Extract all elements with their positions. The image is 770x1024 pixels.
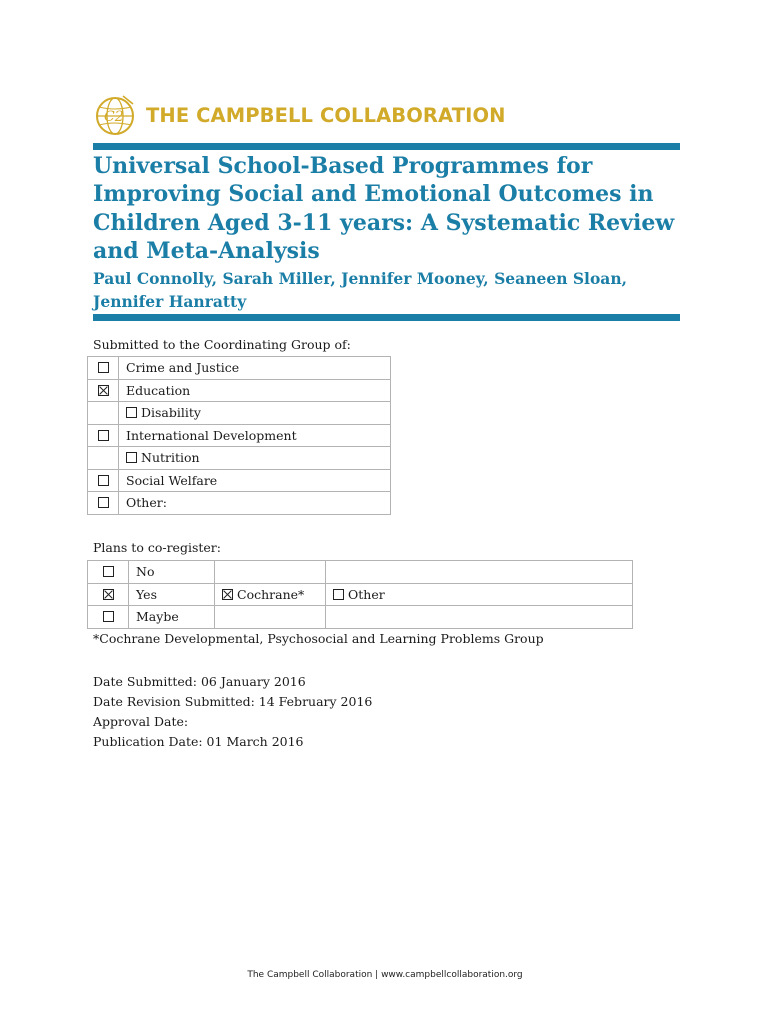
option-label: Nutrition: [141, 450, 200, 466]
option-label: International Development: [119, 424, 391, 447]
option-label: Education: [119, 379, 391, 402]
option-label: Social Welfare: [119, 469, 391, 492]
checkbox-cell: [88, 561, 129, 584]
coordinating-group-table: [87, 356, 391, 515]
coregister-table: [87, 560, 633, 629]
checkbox-cell: [88, 583, 129, 606]
option-label: No: [129, 561, 215, 584]
checkbox-cell: [88, 379, 119, 402]
checkbox-cell: [88, 357, 119, 380]
table-row: [88, 606, 633, 629]
date-revision-submitted: Date Revision Submitted: 14 February 2016: [93, 694, 373, 709]
option-label: Other: [348, 586, 385, 602]
option-label: Other:: [119, 492, 391, 515]
cochrane-footnote: *Cochrane Developmental, Psychosocial and Learning Problems Group: [93, 631, 544, 646]
table-row: [88, 447, 391, 470]
document-authors: Paul Connolly, Sarah Miller, Jennifer Mooney, Seaneen Sloan, Jennifer Hanratty: [93, 269, 627, 311]
table-row: [88, 492, 391, 515]
table-row: [88, 402, 391, 425]
empty-cell: [326, 606, 633, 629]
coregister-maybe-checkbox[interactable]: [103, 611, 114, 622]
dates-block: [93, 672, 372, 752]
option-label: Disability: [141, 405, 201, 421]
checkbox-cell: [88, 492, 119, 515]
crime-justice-checkbox[interactable]: [98, 362, 109, 373]
coordinating-group-label: Submitted to the Coordinating Group of:: [93, 337, 351, 352]
cochrane-checkbox[interactable]: [222, 589, 233, 600]
option-cell: [215, 583, 326, 606]
coregister-no-checkbox[interactable]: [103, 566, 114, 577]
coregister-label: Plans to co-register:: [93, 540, 221, 555]
nutrition-checkbox[interactable]: [126, 452, 137, 463]
empty-cell: [326, 561, 633, 584]
checkbox-cell: [88, 424, 119, 447]
option-cell: [119, 402, 391, 425]
other-checkbox[interactable]: [98, 497, 109, 508]
org-name: THE CAMPBELL COLLABORATION: [146, 104, 506, 127]
checkbox-cell: [88, 402, 119, 425]
table-row: [88, 583, 633, 606]
page-footer: The Campbell Collaboration | www.campbellcollaboration.org: [247, 970, 523, 980]
table-row: [88, 469, 391, 492]
checkbox-cell: [88, 447, 119, 470]
international-development-checkbox[interactable]: [98, 430, 109, 441]
coregister-yes-checkbox[interactable]: [103, 589, 114, 600]
svg-text:C2: C2: [104, 109, 124, 125]
option-label: Cochrane*: [237, 586, 305, 602]
option-label: Yes: [129, 583, 215, 606]
disability-checkbox[interactable]: [126, 407, 137, 418]
table-row: [88, 379, 391, 402]
option-label: Crime and Justice: [119, 357, 391, 380]
empty-cell: [215, 606, 326, 629]
option-cell: [326, 583, 633, 606]
other-register-checkbox[interactable]: [333, 589, 344, 600]
title-rule: [93, 314, 680, 321]
option-label: Maybe: [129, 606, 215, 629]
table-row: [88, 424, 391, 447]
table-row: [88, 357, 391, 380]
table-row: [88, 561, 633, 584]
date-submitted: Date Submitted: 06 January 2016: [93, 674, 306, 689]
empty-cell: [215, 561, 326, 584]
approval-date: Approval Date:: [93, 714, 189, 729]
social-welfare-checkbox[interactable]: [98, 475, 109, 486]
option-cell: [119, 447, 391, 470]
checkbox-cell: [88, 469, 119, 492]
campbell-globe-logo-icon: [93, 92, 139, 138]
publication-date: Publication Date: 01 March 2016: [93, 734, 304, 749]
checkbox-cell: [88, 606, 129, 629]
document-title: Universal School-Based Programmes for Improving Social and Emotional Outcomes in Children Aged 3-11 years: A Systematic Review and Meta-Analysis: [93, 153, 675, 264]
education-checkbox[interactable]: [98, 385, 109, 396]
header-rule: [93, 143, 680, 150]
